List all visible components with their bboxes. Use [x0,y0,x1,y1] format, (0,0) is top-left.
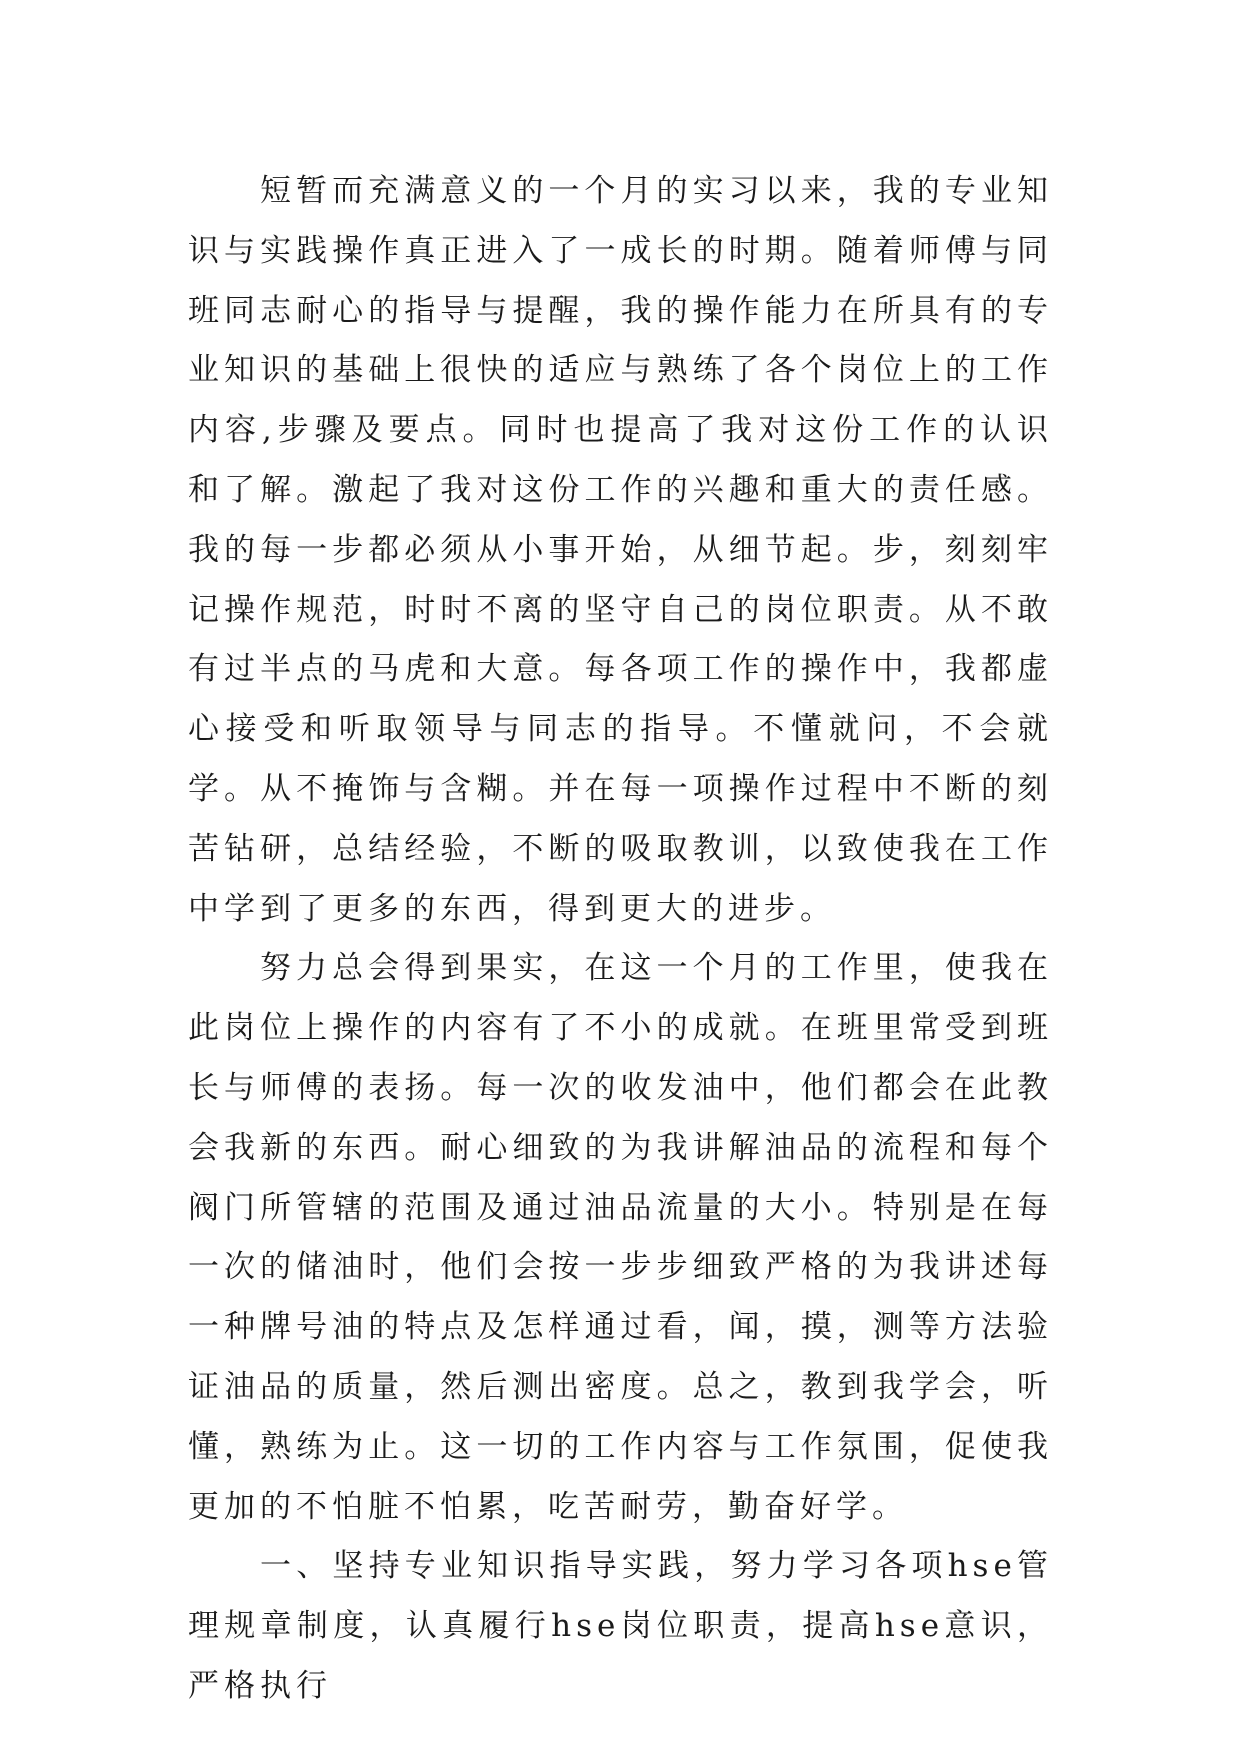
document-body [188,162,1053,1717]
paragraph-hse-section: 一、坚持专业知识指导实践，努力学习各项hse管理规章制度，认真履行hse岗位职责，提高hse意识，严格执行 [188,1548,1053,1704]
paragraph-internship-intro: 短暂而充满意义的一个月的实习以来，我的专业知识与实践操作真正进入了一成长的时期。随着师傅与同班同志耐心的指导与提醒，我的操作能力在所具有的专业知识的基础上很快的适应与熟练了各个岗位上的工作内容,步骤及要点。同时也提高了我对这份工作的认识和了解。激起了我对这份工作的兴趣和重大的责任感。我的每一步都必须从小事开始，从细节起。步，刻刻牢记操作规范，时时不离的坚守自己的岗位职责。从不敢有过半点的马虎和大意。每各项工作的操作中，我都虚心接受和听取领导与同志的指导。不懂就问，不会就学。从不掩饰与含糊。并在每一项操作过程中不断的刻苦钻研，总结经验，不断的吸取教训，以致使我在工作中学到了更多的东西，得到更大的进步。 [188,173,1053,927]
paragraph-achievements: 努力总会得到果实，在这一个月的工作里，使我在此岗位上操作的内容有了不小的成就。在班里常受到班长与师傅的表扬。每一次的收发油中，他们都会在此教会我新的东西。耐心细致的为我讲解油品的流程和每个阀门所管辖的范围及通过油品流量的大小。特别是在每一次的储油时，他们会按一步步细致严格的为我讲述每一种牌号油的特点及怎样通过看，闻，摸，测等方法验证油品的质量，然后测出密度。总之，教到我学会，听懂，熟练为止。这一切的工作内容与工作氛围，促使我更加的不怕脏不怕累，吃苦耐劳，勤奋好学。 [188,950,1053,1525]
